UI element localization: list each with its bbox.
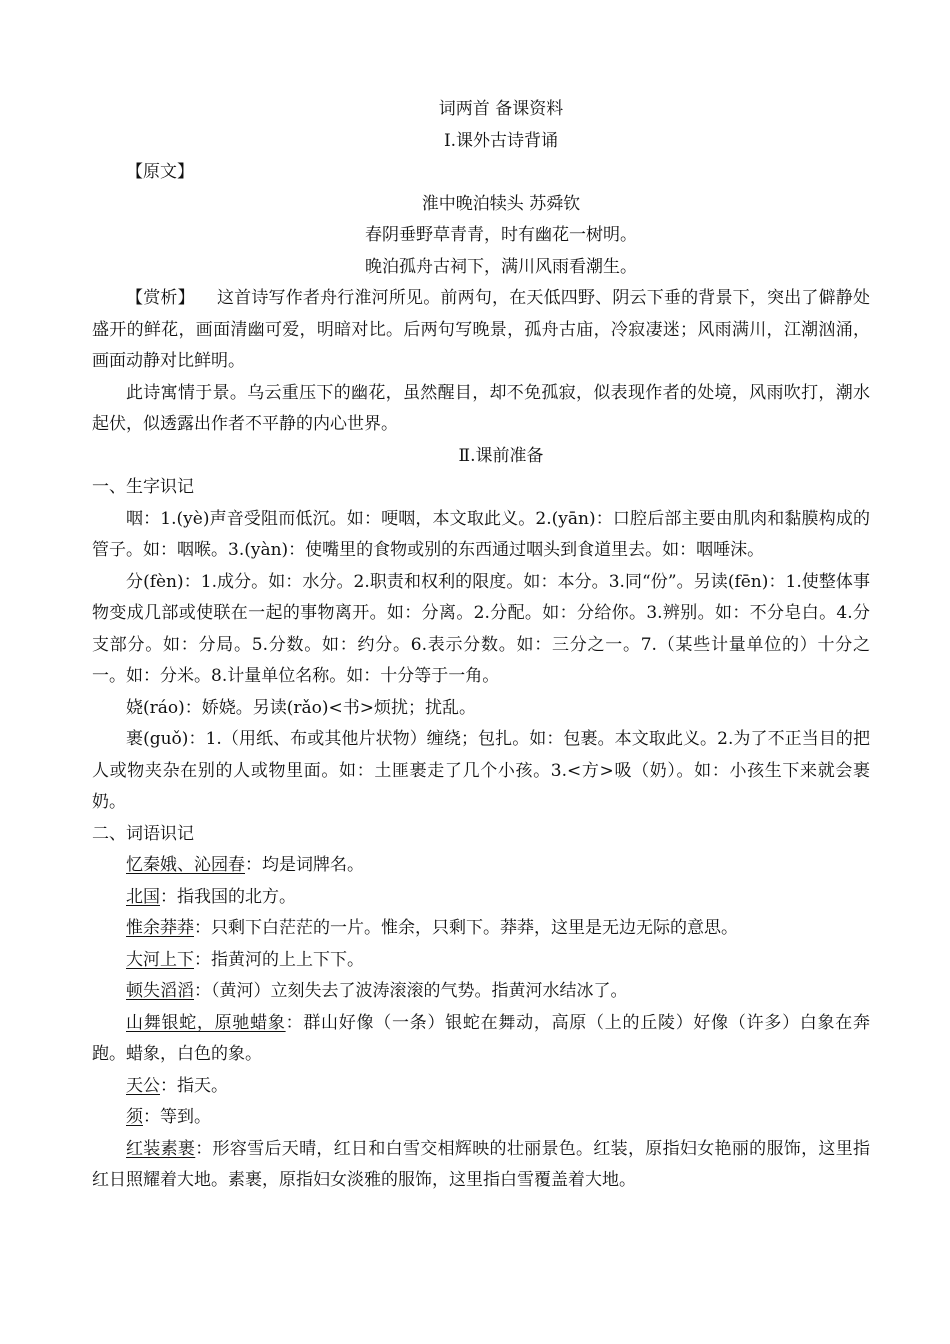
char-entry-guo: 裹(guǒ)：1.（用纸、布或其他片状物）缠绕；包扎。如：包裹。本文取此义。2.为了不正当目的把人或物夹杂在别的人或物里面。如：土匪裹走了几个小孩。3.<方>吸（奶）。如：小孩生下来就会裹奶。 [92, 729, 870, 812]
word-term: 大河上下 [126, 949, 194, 970]
part-2-title: 二、词语识记 [92, 823, 194, 844]
word-entry [92, 882, 870, 914]
word-def: ：等到。 [143, 1107, 211, 1127]
word-entry [92, 913, 870, 945]
poem-line-2: 晚泊孤舟古祠下，满川风雨看潮生。 [365, 256, 637, 277]
doc-title: 词两首 备课资料 [438, 99, 564, 119]
part-1-title: 一、生字识记 [92, 477, 194, 497]
word-term: 山舞银蛇，原驰蜡象 [126, 1012, 286, 1033]
word-def: ：均是词牌名。 [245, 855, 364, 875]
word-entry [92, 1071, 870, 1103]
word-def: ：指黄河的上上下下。 [194, 949, 364, 970]
word-def: ：形容雪后天晴，红日和白雪交相辉映的壮丽景色。红装，原指妇女艳丽的服饰，这里指红日照耀着大地。素裹，原指妇女淡雅的服饰，这里指白雪覆盖着大地。 [92, 1138, 871, 1190]
word-def: ：指我国的北方。 [160, 886, 296, 907]
shangxi-text: 这首诗写作者舟行淮河所见。前两句，在天低四野、阴云下垂的背景下，突出了僻静处盛开的鲜花，画面清幽可爱，明暗对比。后两句写晚景，孤舟古庙，冷寂凄迷；风雨满川，江潮汹涌，画面动静对比鲜明。 [92, 288, 871, 371]
word-def: ：（黄河）立刻失去了波涛滚滚的气势。指黄河水结冰了。 [194, 981, 628, 1001]
poem-title: 淮中晚泊犊头 苏舜钦 [421, 193, 581, 214]
char-entry-rao: 娆(ráo)：娇娆。另读(rǎo)<书>烦扰；扰乱。 [126, 697, 477, 718]
word-term: 顿失滔滔 [126, 981, 194, 1001]
word-entry [92, 1134, 870, 1197]
word-term: 忆秦娥、沁园春 [126, 855, 245, 875]
shangxi-paragraph-2: 此诗寓情于景。乌云重压下的幽花，虽然醒目，却不免孤寂，似表现作者的处境，风雨吹打，潮水起伏，似透露出作者不平静的内心世界。 [92, 382, 870, 434]
document-page [92, 94, 870, 1197]
shangxi-label: 【赏析】 [126, 288, 195, 308]
char-entry-yan: 咽：1.(yè)声音受阻而低沉。如：哽咽，本文取此义。2.(yān)：口腔后部主要由肌肉和黏膜构成的管子。如：咽喉。3.(yàn)：使嘴里的食物或别的东西通过咽头到食道里去。如：咽唾沫。 [92, 508, 870, 560]
word-entry [92, 945, 870, 977]
word-term: 北国 [126, 886, 160, 907]
word-entry [92, 976, 870, 1008]
word-entry [92, 1008, 870, 1071]
word-term: 天公 [126, 1075, 160, 1096]
word-def: ：指天。 [160, 1075, 228, 1096]
poem-line-1: 春阴垂野草青青，时有幽花一树明。 [365, 225, 637, 245]
section-2-heading: Ⅱ.课前准备 [458, 445, 544, 466]
word-def: ：只剩下白茫茫的一片。惟余，只剩下。莽莽，这里是无边无际的意思。 [194, 918, 738, 938]
shangxi-paragraph [92, 283, 870, 378]
word-entry [92, 850, 870, 882]
word-term: 须 [126, 1107, 143, 1127]
word-def: ：群山好像（一条）银蛇在舞动，高原（上的丘陵）好像（许多）白象在奔跑。蜡象，白色的象。 [92, 1012, 871, 1064]
word-entry [92, 1102, 870, 1134]
yuanwen-label: 【原文】 [126, 162, 194, 182]
char-entry-fen: 分(fèn)：1.成分。如：水分。2.职责和权利的限度。如：本分。3.同“份”。另读(fēn)：1.使整体事物变成几部或使联在一起的事物离开。如：分离。2.分配。如：分给你。3.辨别。如：不分皂白。4.分支部分。如：分局。5.分数。如：约分。6.表示分数。如：三分之一。7.（某些计量单位的）十分之一。如：分米。8.计量单位名称。如：十分等于一角。 [92, 571, 870, 686]
section-1-heading: Ⅰ.课外古诗背诵 [443, 130, 559, 151]
word-term: 红装素裹 [126, 1138, 196, 1159]
word-term: 惟余莽莽 [126, 918, 194, 938]
